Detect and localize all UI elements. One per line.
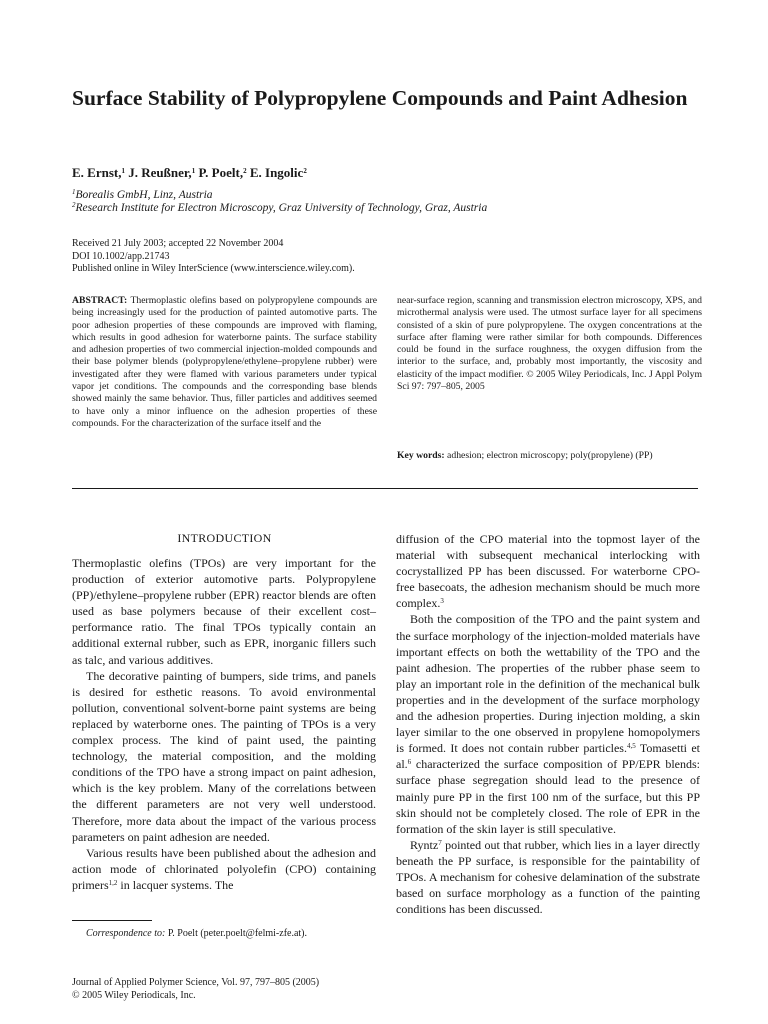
keywords xyxy=(397,450,702,462)
keywords-label: Key words: xyxy=(397,450,445,461)
affiliation xyxy=(72,202,487,215)
author-affiliation-mark: 1 xyxy=(191,167,196,175)
paragraph-text: Various results have been published about the adhesion and action mode of chlorinated polyolefin (CPO) containing primers xyxy=(72,845,376,892)
paragraph-text: in lacquer systems. The xyxy=(117,877,234,892)
publication-history xyxy=(72,238,355,276)
author-affiliation-mark: 1 xyxy=(121,167,125,175)
body-paragraph xyxy=(72,668,376,845)
affiliation-list xyxy=(72,189,487,215)
abstract-right-column: near-surface region, scanning and transmission electron microscopy, XPS, and microthermal analysis were used. The utmost surface layer for all specimens consisted of a skin of pure polypropylene. The oxygen concentrations at the surface after flaming were rather similar for both compounds. Differences could be found in the surface roughness, the oxygen diffusion from the interior to the surface, and, probably most importantly, the viscosity and elasticity of the impact modifier. © 2005 Wiley Periodicals, Inc. J Appl Polym Sci 97: 797–805, 2005 xyxy=(397,295,702,393)
body-left-column xyxy=(72,555,376,893)
citation-superscript: 7 xyxy=(438,838,442,847)
copyright-line: © 2005 Wiley Periodicals, Inc. xyxy=(72,989,196,1001)
journal-line: Journal of Applied Polymer Science, Vol. 97, 797–805 (2005) xyxy=(72,977,320,988)
author-list xyxy=(72,165,307,181)
author-name: P. Poelt, xyxy=(195,165,244,180)
body-paragraph xyxy=(72,845,376,893)
abstract-text-part-1: Thermoplastic olefins based on polypropylene compounds are being increasingly used for the production of painted automotive parts. The poor adhesion properties of these compounds are improved with flaming, which results in good adhesion for waterborne paints. The surface stability and adhesion properties of two commercial injection-molded compounds and their base polymer blends (polypropylene/ethylene–propylene rubber) were investigated after they were flamed with various parameters under typical vapor jet conditions. The compounds and the corresponding base blends showed mainly the same behavior. Thus, filler particles and additives seemed to have only a minor influence on the adhesion properties of these compounds. For the characterization of the surface itself and the xyxy=(72,295,377,429)
paragraph-text: diffusion of the CPO material into the topmost layer of the material with subsequent mechanical interlocking with cocrystallized PP has been discussed. For waterborne CPO-free basecoats, the adhesion mechanism should be much more complex. xyxy=(396,532,700,611)
correspondence-note xyxy=(86,928,307,939)
article-title: Surface Stability of Polypropylene Compounds and Paint Adhesion xyxy=(72,86,688,110)
paragraph-text: Ryntz xyxy=(410,837,439,852)
body-paragraph xyxy=(396,611,700,836)
doi: DOI 10.1002/app.21743 xyxy=(72,250,170,262)
affiliation-text: Research Institute for Electron Microscopy, Graz University of Technology, Graz, Austria xyxy=(75,202,488,214)
abstract-label: ABSTRACT: xyxy=(72,295,128,306)
affiliation-mark: 1 xyxy=(72,188,76,196)
citation-superscript: 4,5 xyxy=(626,742,636,751)
paragraph-text: Both the composition of the TPO and the paint system and the surface morphology of the injection-molded materials have important effects on both the wettability of the TPO and the paint adhesion. The properties of the rubber phase seem to play an important role in the definition of the mechanical bulk properties and in the development of the surface morphology and the adhesion properties. During injection molding, a skin layer similar to the one observed in propylene homopolymers is formed. It does not contain rubber particles. xyxy=(396,612,700,756)
body-right-column xyxy=(396,531,700,917)
affiliation-text: Borealis GmbH, Linz, Austria xyxy=(75,189,213,201)
paragraph-text: The decorative painting of bumpers, side trims, and panels is desired for esthetic reasons. To avoid environmental pollution, conventional solvent-borne paint systems are being replaced by waterborne ones. The painting of TPOs is a very complex process. The kind of paint used, the painting technology, the material composition, and the molding conditions of the TPO have a strong impact on paint adhesion, which is the key problem. Many of the correlations between the different parameters are not very well understood. Therefore, more data about the impact of the various process parameters on paint adhesion are needed. xyxy=(72,668,376,844)
keywords-text: adhesion; electron microscopy; poly(propylene) (PP) xyxy=(447,450,653,461)
footnote-divider xyxy=(72,920,152,921)
body-paragraph xyxy=(72,555,376,668)
journal-citation xyxy=(72,977,319,1002)
received-date: Received 21 July 2003; accepted 22 November 2004 xyxy=(72,238,284,249)
author-name: E. Ernst, xyxy=(72,165,122,180)
paragraph-text: characterized the surface composition of PP/EPR blends: surface phase segregation should lead to the presence of mainly pure PP in the first 100 nm of the surface, but this PP skin should not be completely closed. The role of EPR in the formation of the skin layer is still speculative. xyxy=(396,757,700,836)
affiliation-mark: 2 xyxy=(72,201,76,209)
author-name: E. Ingolic xyxy=(246,165,304,180)
citation-superscript: 3 xyxy=(440,597,444,606)
section-heading-introduction: INTRODUCTION xyxy=(177,531,272,545)
author-affiliation-mark: 2 xyxy=(303,167,307,175)
body-paragraph xyxy=(396,531,700,611)
paragraph-text: Tomasetti et al. xyxy=(396,741,701,772)
body-paragraph xyxy=(396,837,700,917)
published-online: Published online in Wiley InterScience (www.interscience.wiley.com). xyxy=(72,263,355,274)
author-name: J. Reußner, xyxy=(124,165,192,180)
correspondence-text: P. Poelt (peter.poelt@felmi-zfe.at). xyxy=(165,928,308,939)
citation-superscript: 1,2 xyxy=(108,878,118,887)
abstract-left-column xyxy=(72,295,377,430)
paragraph-text: Thermoplastic olefins (TPOs) are very important for the production of exterior automotive parts. Polypropylene (PP)/ethylene–propylene rubber (EPR) reactor blends are often used as base polymers because of their excellent cost–performance ratio. The final TPOs typically contain an additional external rubber, such as EPR, inorganic fillers such as talc, and various additives. xyxy=(72,556,376,667)
author-affiliation-mark: 2 xyxy=(243,167,247,175)
citation-superscript: 6 xyxy=(407,758,412,767)
affiliation xyxy=(72,189,487,202)
section-divider xyxy=(72,488,698,489)
paragraph-text: pointed out that rubber, which lies in a layer directly beneath the PP surface, is responsible for the paintability of TPOs. A mechanism for cohesive delamination of the substrate based on surface morphology as a function of the painting conditions has been discussed. xyxy=(396,837,700,917)
correspondence-label: Correspondence to: xyxy=(86,928,166,939)
